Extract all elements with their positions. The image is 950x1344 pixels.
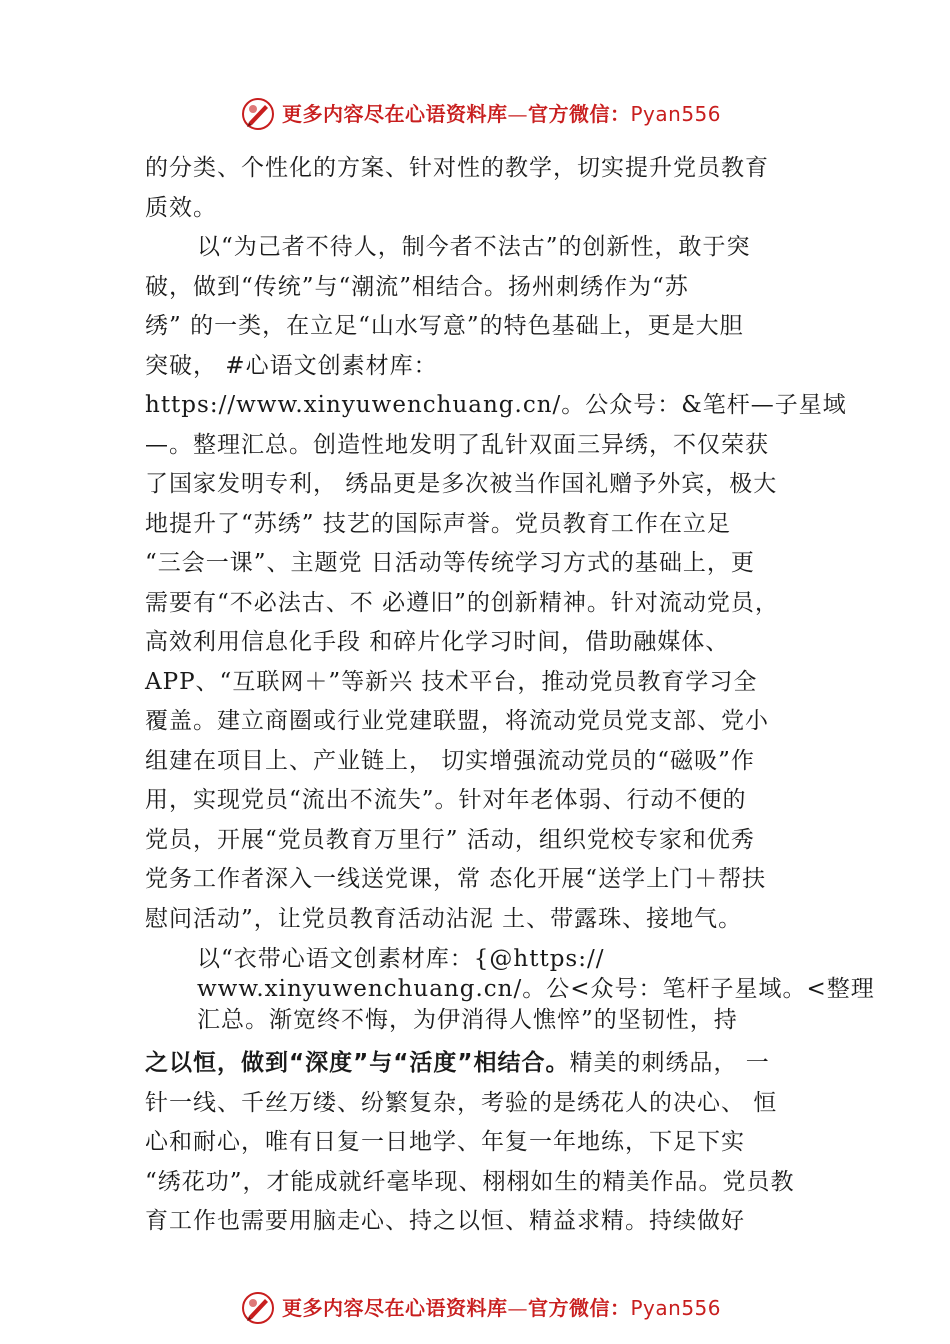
normal-phrase: 精美的刺绣品， 一 — [569, 1050, 770, 1076]
header-watermark-text: 更多内容尽在心语资料库—官方微信：Pyan556 — [282, 102, 722, 126]
body-line: 育工作也需要用脑走心、持之以恒、精益求精。持续做好 — [145, 1208, 745, 1234]
pen-logo-icon — [240, 1290, 276, 1326]
body-line: 绣” 的一类，在立足“山水写意”的特色基础上，更是大胆 — [145, 313, 744, 339]
footer-watermark-banner — [0, 1288, 950, 1328]
body-line: 组建在项目上、产业链上， 切实增强流动党员的“磁吸”作 — [145, 748, 755, 774]
header-watermark-banner — [0, 94, 950, 134]
pen-logo-icon — [240, 96, 276, 132]
body-line: 慰问活动”，让党员教育活动沾泥 土、带露珠、接地气。 — [145, 906, 743, 932]
body-line: 覆盖。建立商圈或行业党建联盟，将流动党员党支部、党小 — [145, 708, 769, 734]
paragraph-start-line: 以“为己者不待人，制今者不法古”的创新性，敢于突 — [197, 234, 751, 260]
body-line: 用，实现党员“流出不流失”。针对年老体弱、行动不便的 — [145, 787, 747, 813]
bold-heading-line — [145, 1048, 770, 1078]
body-line: https://www.xinyuwenchuang.cn/。公众号：&笔杆—子星域 — [145, 392, 847, 418]
body-line: 突破， #心语文创素材库： — [145, 353, 438, 379]
body-line: —。整理汇总。创造性地发明了乱针双面三异绣，不仅荣获 — [145, 432, 769, 458]
body-line: 党务工作者深入一线送党课，常 态化开展“送学上门＋帮扶 — [145, 866, 767, 892]
body-line: 针一线、千丝万缕、纷繁复杂，考验的是绣花人的决心、 恒 — [145, 1090, 778, 1116]
footer-watermark-text: 更多内容尽在心语资料库—官方微信：Pyan556 — [282, 1296, 722, 1320]
body-line: 高效利用信息化手段 和碎片化学习时间，借助融媒体、 — [145, 629, 730, 655]
body-line: 党员，开展“党员教育万里行” 活动，组织党校专家和优秀 — [145, 827, 755, 853]
body-line: 破，做到“传统”与“潮流”相结合。扬州刺绣作为“苏 — [145, 274, 689, 300]
body-line: “三会一课”、主题党 日活动等传统学习方式的基础上，更 — [145, 550, 755, 576]
body-line: 质效。 — [145, 195, 217, 221]
body-line: APP、“互联网＋”等新兴 技术平台，推动党员教育学习全 — [145, 669, 758, 695]
body-line: “绣花功”，才能成就纤毫毕现、栩栩如生的精美作品。党员教 — [145, 1169, 795, 1195]
bold-phrase: 之以恒，做到“深度”与“活度”相结合。 — [145, 1050, 570, 1076]
paragraph-start-line: 以“衣带心语文创素材库：{@https:// — [197, 946, 605, 972]
body-line: www.xinyuwenchuang.cn/。公<众号：笔杆子星域。<整理 — [197, 976, 875, 1002]
body-line: 地提升了“苏绣” 技艺的国际声誉。党员教育工作在立足 — [145, 511, 731, 537]
body-line: 了国家发明专利， 绣品更是多次被当作国礼赠予外宾，极大 — [145, 471, 778, 497]
body-line: 心和耐心，唯有日复一日地学、年复一年地练，下足下实 — [145, 1129, 745, 1155]
body-line: 需要有“不必法古、不 必遵旧”的创新精神。针对流动党员， — [145, 590, 779, 616]
body-line: 的分类、个性化的方案、针对性的教学，切实提升党员教育 — [145, 155, 769, 181]
body-line: 汇总。渐宽终不悔，为伊消得人憔悴”的坚韧性，持 — [197, 1007, 738, 1033]
